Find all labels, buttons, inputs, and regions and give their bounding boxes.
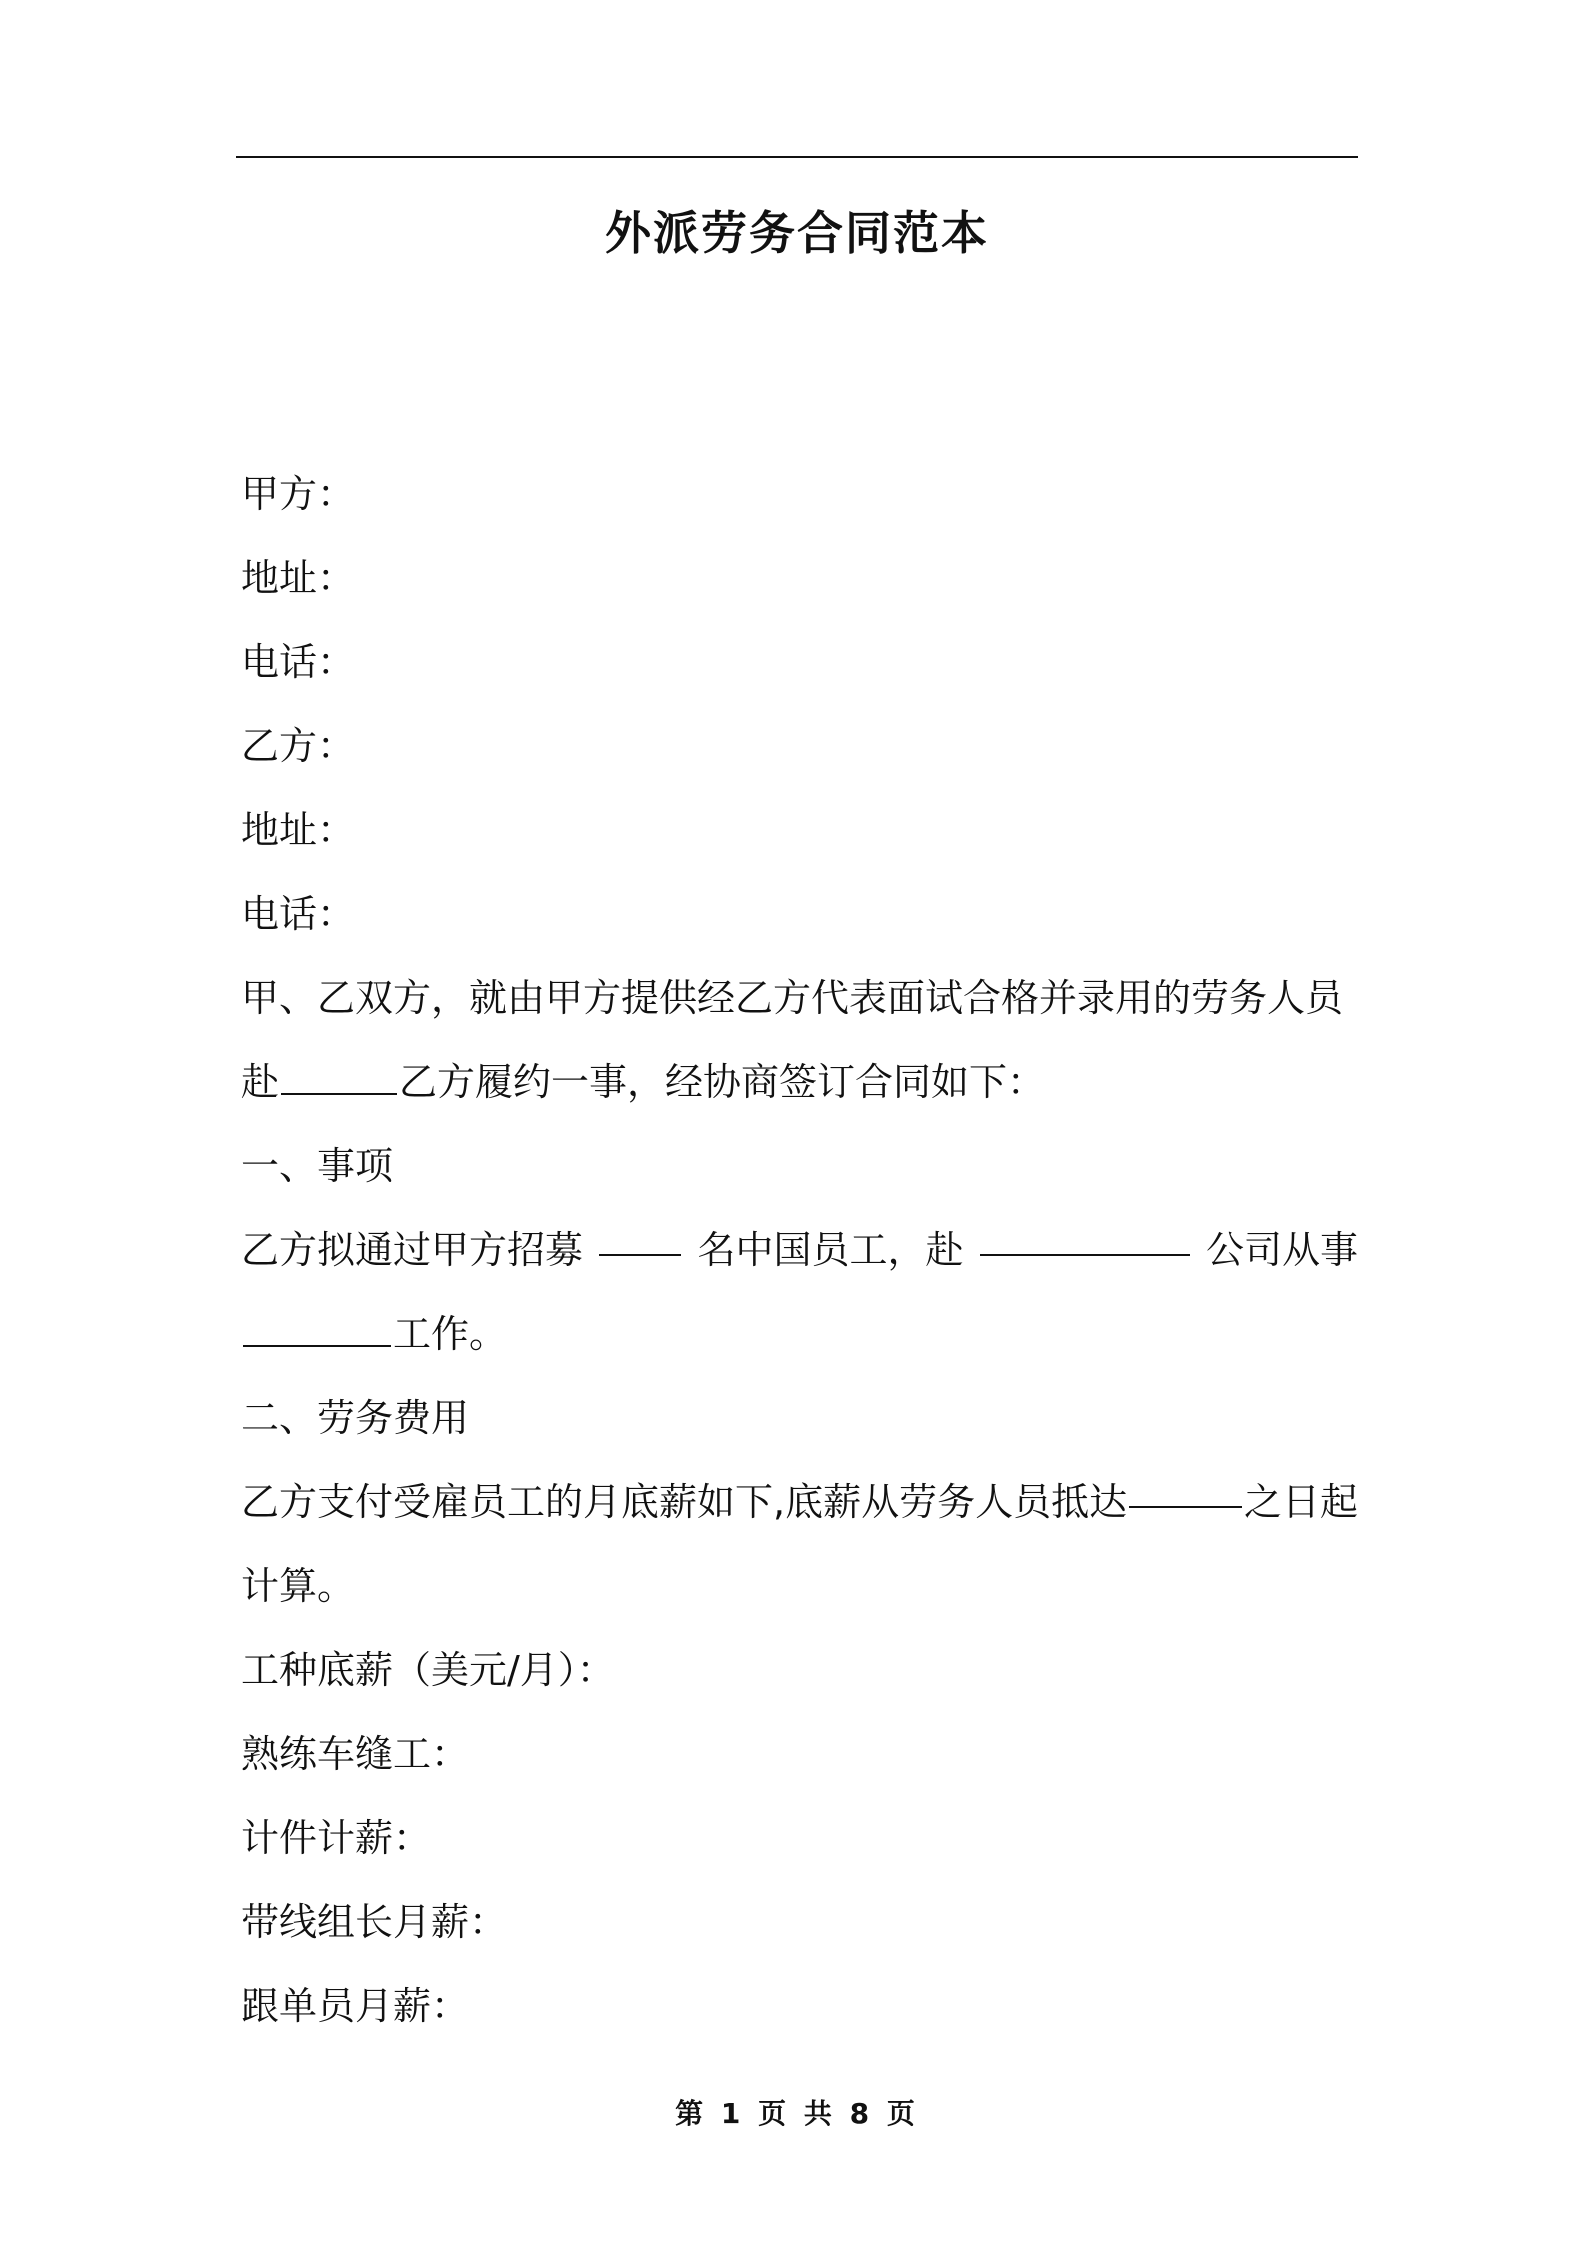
party-a-phone: 电话： (241, 640, 356, 684)
party-b-address: 地址： (241, 808, 356, 852)
section-1-text-d: 工作。 (393, 1312, 508, 1356)
section-2-text-a: 乙方支付受雇员工的月底薪如下,底薪从劳务人员抵达 (241, 1480, 1128, 1524)
section-2-line-2: 计算。 (241, 1564, 356, 1608)
party-a-address: 地址： (241, 556, 356, 600)
salary-item-merchandiser: 跟单员月薪： (241, 1984, 470, 2028)
intro-line-2-suffix: 乙方履约一事，经协商签订合同如下： (399, 1060, 1046, 1104)
work-type-blank (243, 1299, 391, 1347)
destination-blank (281, 1047, 397, 1095)
salary-header: 工种底薪（美元/月）： (241, 1648, 615, 1692)
intro-line-2-prefix: 赴 (241, 1060, 280, 1104)
section-1-text-a: 乙方拟通过甲方招募 (241, 1228, 584, 1272)
salary-item-piece-rate: 计件计薪： (241, 1816, 432, 1860)
intro-line-2 (241, 1040, 1358, 1124)
section-1-line-1 (241, 1208, 1358, 1292)
section-1-line-2 (241, 1292, 1358, 1376)
header-rule (236, 156, 1358, 158)
salary-item-line-leader: 带线组长月薪： (241, 1900, 508, 1944)
intro-line-1: 甲、乙双方，就由甲方提供经乙方代表面试合格并录用的劳务人员 (241, 976, 1344, 1020)
section-1-heading: 一、事项 (241, 1144, 394, 1188)
party-a-name: 甲方： (241, 472, 356, 516)
section-2-heading: 二、劳务费用 (241, 1396, 470, 1440)
page-number: 第 1 页 共 8 页 (675, 2097, 919, 2130)
document-body (241, 452, 1358, 2048)
section-1-text-b: 名中国员工，赴 (697, 1228, 964, 1272)
party-b-phone: 电话： (241, 892, 356, 936)
document-title: 外派劳务合同范本 (605, 206, 989, 260)
salary-item-skilled-sewer: 熟练车缝工： (241, 1732, 470, 1776)
employee-count-blank (599, 1208, 681, 1256)
arrival-location-blank (1129, 1460, 1242, 1508)
company-name-blank (980, 1208, 1190, 1256)
section-1-text-c: 公司从事 (1205, 1228, 1358, 1272)
section-2-text-b: 之日起 (1243, 1480, 1358, 1524)
party-b-name: 乙方： (241, 724, 356, 768)
section-2-line-1 (241, 1460, 1358, 1544)
